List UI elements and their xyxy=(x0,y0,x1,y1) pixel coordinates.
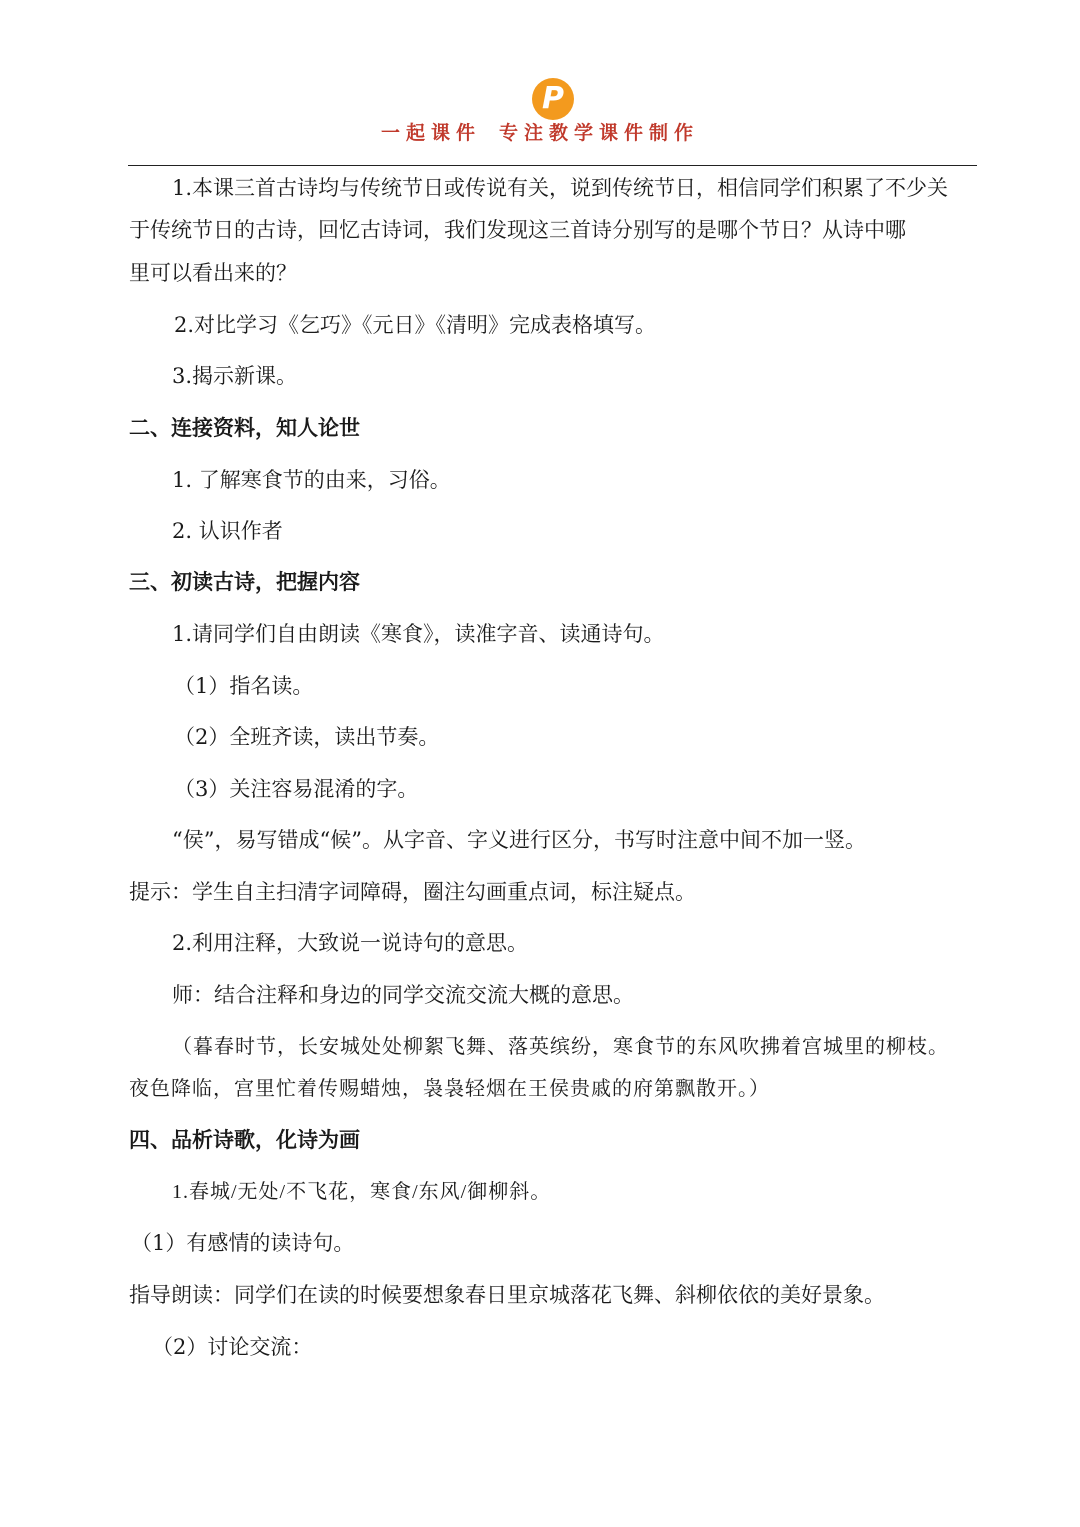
paragraph-line: “侯”，易写错成“候”。从字音、字义进行区分，书写时注意中间不加一竖。 xyxy=(172,828,866,852)
list-item: （1）有感情的读诗句。 xyxy=(131,1231,355,1255)
paragraph-line: 提示：学生自主扫清字词障碍，圈注勾画重点词，标注疑点。 xyxy=(129,880,696,904)
slogan-right: 专注教学课件制作 xyxy=(499,122,700,144)
section-heading: 三、初读古诗，把握内容 xyxy=(129,569,360,594)
logo-icon xyxy=(532,78,574,120)
header-divider xyxy=(128,165,977,166)
list-item: （3）关注容易混淆的字。 xyxy=(174,777,419,801)
list-item: 1.请同学们自由朗读《寒食》，读准字音、读通诗句。 xyxy=(172,622,665,646)
paragraph-line: 里可以看出来的？ xyxy=(129,261,297,285)
paragraph-line: （暮春时节，长安城处处柳絮飞舞、落英缤纷，寒食节的东风吹拂着宫城里的柳枝。 xyxy=(172,1036,949,1058)
paragraph-line: 师：结合注释和身边的同学交流交流大概的意思。 xyxy=(172,983,634,1007)
section-heading: 四、品析诗歌，化诗为画 xyxy=(129,1127,360,1152)
list-item: 2. 认识作者 xyxy=(172,519,283,543)
paragraph-line: 指导朗读：同学们在读的时候要想象春日里京城落花飞舞、斜柳依依的美好景象。 xyxy=(129,1283,885,1307)
list-item: （2）讨论交流： xyxy=(152,1335,313,1359)
header-slogan xyxy=(0,118,1080,145)
slogan-left: 一起课件 xyxy=(380,122,481,144)
paragraph-line: 2.对比学习《乞巧》《元日》《清明》完成表格填写。 xyxy=(174,313,657,337)
paragraph-line: 于传统节日的古诗，回忆古诗词，我们发现这三首诗分别写的是哪个节日？从诗中哪 xyxy=(129,218,906,242)
page-header xyxy=(0,0,1080,170)
list-item: 1. 了解寒食节的由来，习俗。 xyxy=(172,468,451,492)
list-item: 1.春城/无处/不飞花，寒食/东风/御柳斜。 xyxy=(172,1181,552,1203)
list-item: （2）全班齐读，读出节奏。 xyxy=(174,725,440,749)
paragraph-line: 1.本课三首古诗均与传统节日或传说有关，说到传统节日，相信同学们积累了不少关 xyxy=(172,176,949,200)
logo-letter: P xyxy=(542,81,564,116)
paragraph-line: 夜色降临，宫里忙着传赐蜡烛，袅袅轻烟在王侯贵戚的府第飘散开。） xyxy=(129,1078,770,1100)
section-heading: 二、连接资料，知人论世 xyxy=(129,415,360,440)
paragraph-line: 3.揭示新课。 xyxy=(172,364,298,388)
list-item: 2.利用注释，大致说一说诗句的意思。 xyxy=(172,931,529,955)
list-item: （1）指名读。 xyxy=(174,674,314,698)
